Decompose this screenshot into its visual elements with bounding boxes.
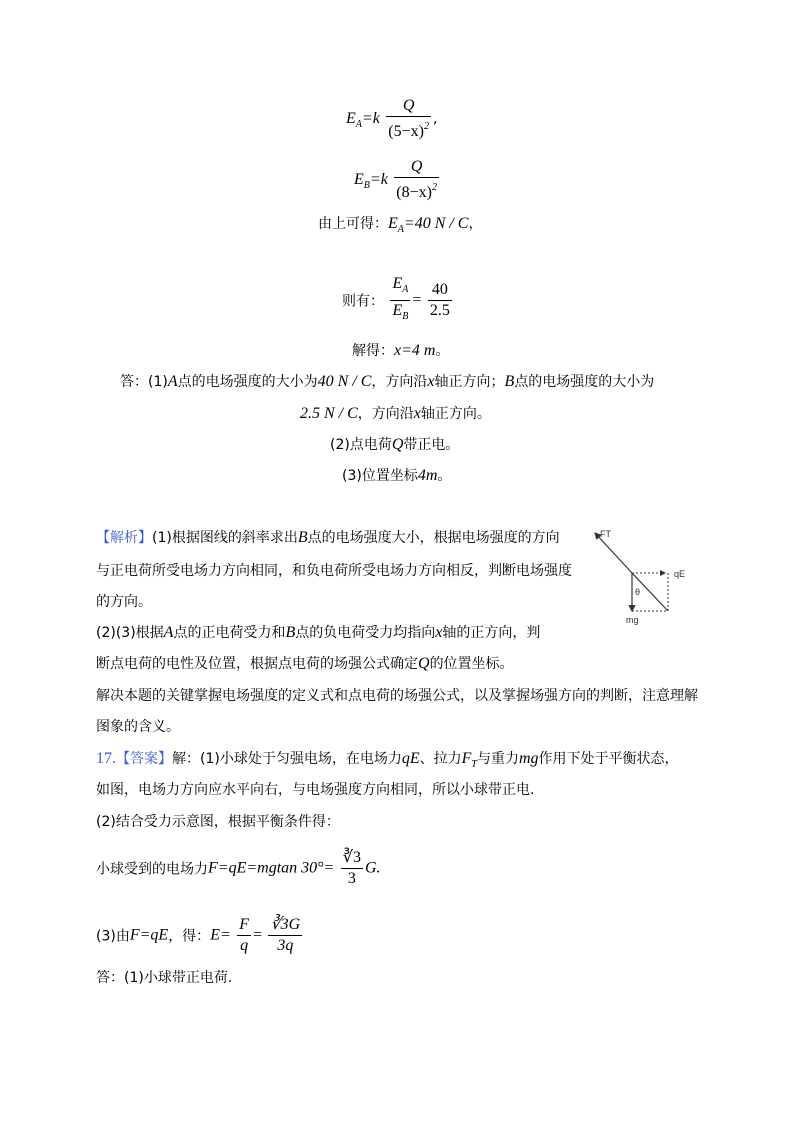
qe-label: qE: [674, 569, 686, 579]
fraction: $\frac{∛3G}{3q}$: [270, 916, 301, 954]
force-diagram: [590, 525, 700, 625]
fraction: $\frac{E_A}{E_B}$: [392, 275, 409, 322]
fraction: $\frac{∛3}{3}$: [342, 849, 361, 887]
fraction: $\frac{40}{2.5}$: [429, 281, 450, 319]
answer-line-3: (2)点电荷Q带正电。: [330, 436, 460, 453]
analysis-line-6: 解决本题的关键掌握电场强度的定义式和点电荷的场强公式，以及掌握场强方向的判断，注意理解: [96, 688, 698, 704]
q17-line-5: (3)由F=qE，得：E= $\frac{F}{q}$ = $\frac{∛3G}{3q}$: [96, 916, 301, 954]
line-from-above: 由上可得：$E_A=40$ N / C，: [318, 215, 483, 235]
analysis-line-1: 【解析】(1)根据图线的斜率求出B点的电场强度大小，根据电场强度的方向: [96, 529, 560, 546]
fraction: $\frac{Q}{(8-x)^2}$: [396, 158, 437, 201]
analysis-line-4: (2)(3)根据A点的正电荷受力和B点的负电荷受力均指向x轴的正方向，判: [96, 624, 541, 641]
ft-label: FT: [600, 529, 611, 539]
fraction: $\frac{Q}{(5-x)^2}$: [388, 97, 429, 140]
analysis-line-3: 的方向。: [96, 594, 152, 610]
analysis-line-5: 断点电荷的电性及位置，根据点电荷的场强公式确定Q的位置坐标。: [96, 655, 514, 672]
theta-label: θ: [635, 587, 641, 597]
q17-line-6: 答：(1)小球带正电荷.: [96, 970, 233, 986]
equation-eb: $E_B=k$ $\frac{Q}{(8-x)^2}$: [354, 158, 437, 201]
answer-line-1: 答：(1)A点的电场强度的大小为40 N / C，方向沿x轴正方向；B点的电场强度的大小为: [120, 373, 655, 390]
answer-line-2: 2.5 N / C，方向沿x轴正方向。: [300, 405, 491, 422]
tension-vector: [595, 533, 632, 573]
q17-line-1: 17.【答案】解：(1)小球处于匀强电场，在电场力qE、拉力$F_T$与重力mg作用下处于平衡状态，: [96, 750, 679, 770]
analysis-line-2: 与正电荷所受电场力方向相同，和负电荷所受电场力方向相反，判断电场强度: [96, 563, 572, 579]
fraction: $\frac{F}{q}$: [239, 916, 249, 954]
answer-line-4: (3)位置坐标4m。: [342, 467, 452, 484]
line-ratio: 则有： $\frac{E_A}{E_B}$ = $\frac{40}{2.5}$: [342, 274, 454, 327]
q17-line-3: (2)结合受力示意图，根据平衡条件得：: [96, 814, 340, 830]
mg-label: mg: [626, 615, 639, 625]
q17-line-4: 小球受到的电场力F=qE=mgtan 30°= $\frac{∛3}{3}$ G.: [96, 849, 381, 887]
line-solve: 解得：x=4 m。: [352, 342, 450, 359]
q17-line-2: 如图，电场力方向应水平向右，与电场强度方向相同，所以小球带正电.: [96, 782, 535, 798]
equation-ea: $E_A=k$ $\frac{Q}{(5-x)^2}$ ,: [346, 97, 438, 140]
analysis-line-7: 图象的含义。: [96, 719, 180, 735]
